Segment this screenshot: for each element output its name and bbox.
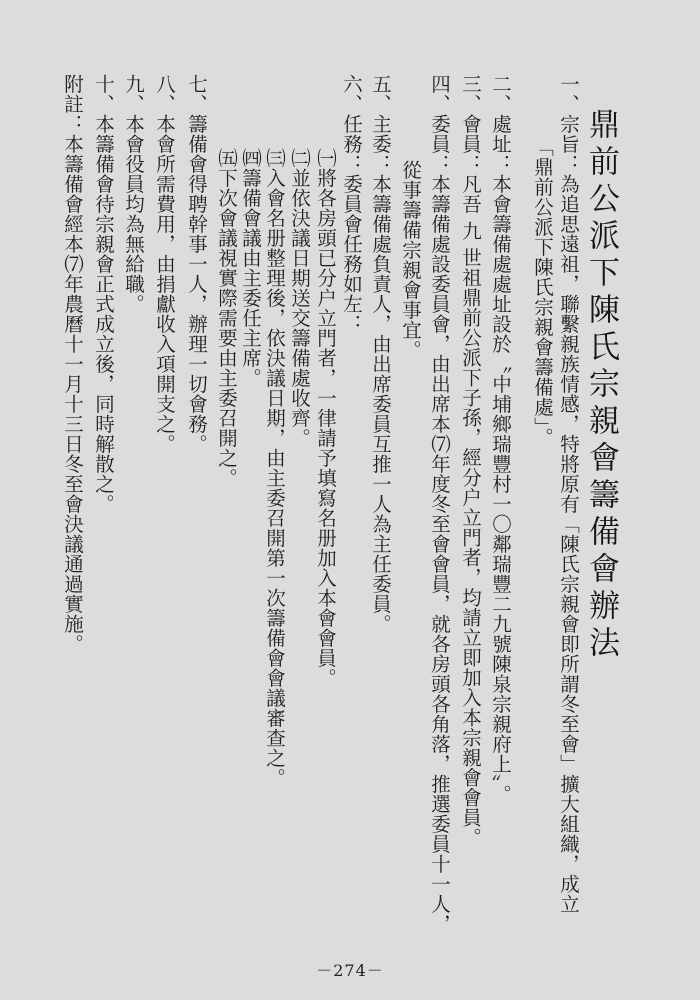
article-3: 三、會員：凡吾 九 世祖鼎前公派下子孫，經分户立門者，均請立即加入本宗親會會員。 bbox=[459, 74, 482, 848]
article-6-item-1: ㈠將各房頭已分户立門者，一律請予填寫名册加入本會會員。 bbox=[314, 148, 337, 688]
article-5: 五、主委：本籌備處負責人，由出席委員互推一人為主任委員。 bbox=[369, 74, 392, 634]
article-4-line-1: 四、委員：本籌備處設委員會，由出席本⑺年度冬至會會員，就各房頭各角落，推選委員十一人， bbox=[428, 74, 451, 934]
article-6-item-2: ㈡並依決議日期送交籌備處收齊。 bbox=[288, 148, 311, 448]
document-title: 鼎前公派下陳氏宗親會籌備會辦法 bbox=[583, 108, 619, 663]
article-2: 二、處址：本會籌備處處址設於〝中埔鄉瑞豐村一〇鄰瑞豐二九號陳泉宗親府上〞。 bbox=[489, 74, 512, 805]
article-6-item-5: ㈤下次會議視實際需要由主委召開之。 bbox=[215, 148, 238, 488]
article-1-line-2: 「鼎前公派下陳氏宗親會籌備處」。 bbox=[531, 137, 554, 448]
article-4-line-2: 從事籌備宗親會事宜。 bbox=[399, 160, 422, 360]
article-7: 七、籌備會得聘幹事一人，辦理一切會務。 bbox=[185, 74, 208, 454]
article-8: 八、本會所需費用，由捐獻收入項開支之。 bbox=[153, 74, 176, 454]
article-1-line-1: 一、宗旨：為追思遠祖，聯繫親族情感，特將原有「陳氏宗親會即所謂冬至會」擴大組織，成立 bbox=[557, 74, 580, 914]
page-number: －274－ bbox=[316, 961, 384, 980]
article-6: 六、任務：委員會任務如左： bbox=[340, 74, 363, 334]
article-6-item-4: ㈣籌備會議由主委任主席。 bbox=[239, 148, 262, 388]
article-6-item-3: ㈢入會名册整理後，依決議日期，由主委召開第一次籌備會會議審查之。 bbox=[263, 148, 286, 788]
article-10: 十、本籌備會待宗親會正式成立後，同時解散之。 bbox=[92, 74, 115, 514]
article-9: 九、本會役員均為無給職。 bbox=[122, 74, 145, 314]
footnote: 附註：本籌備會經本⑺年農曆十一月十三日冬至會決議通過實施。 bbox=[61, 74, 84, 654]
